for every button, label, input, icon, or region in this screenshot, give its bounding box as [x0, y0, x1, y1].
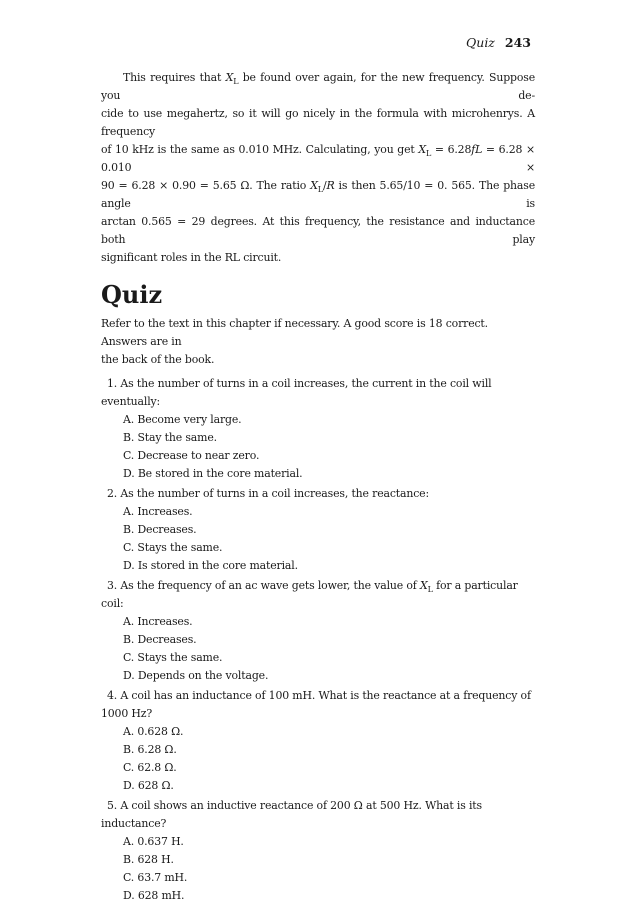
answer-options	[123, 411, 535, 483]
answer-option: A. 0.628 Ω.	[123, 725, 184, 738]
answer-option: C. Stays the same.	[123, 541, 223, 554]
intro-line: arctan 0.565 = 29 degrees. At this frequency, the resistance and inductance both play	[101, 215, 535, 246]
answer-option: B. Decreases.	[123, 633, 197, 646]
answer-option: D. 628 Ω.	[123, 779, 174, 792]
page-content	[101, 69, 535, 907]
math-variable: X	[310, 179, 318, 192]
running-head-title: Quiz	[466, 35, 495, 50]
question-4	[101, 687, 535, 795]
running-head	[466, 35, 531, 50]
math-variable: R	[326, 179, 335, 192]
answer-option: C. 63.7 mH.	[123, 871, 188, 884]
answer-option: B. Decreases.	[123, 523, 197, 536]
question-stem-line: 1. As the number of turns in a coil increases, the current in the coil will	[107, 377, 492, 390]
intro-line: This requires that $X_L$ be found over again, for the new frequency. Suppose you de-	[101, 71, 535, 102]
intro-line: 90 = 6.28 × 0.90 = 5.65 Ω. The ratio $X_L/R$ is then 5.65/10 = 0. 565. The phase angle is	[101, 179, 535, 210]
math-variable: X	[225, 71, 234, 84]
answer-option: D. Is stored in the core material.	[123, 559, 298, 572]
intro-line: cide to use megahertz, so it will go nicely in the formula with microhenrys. A frequency	[101, 107, 535, 138]
answer-option: B. 628 H.	[123, 853, 174, 866]
answer-option: D. 628 mH.	[123, 889, 185, 902]
section-heading: Quiz	[101, 280, 163, 309]
question-stem-line: 1000 Hz?	[101, 707, 153, 720]
answer-option: D. Be stored in the core material.	[123, 467, 303, 480]
instruction-line: the back of the book.	[101, 353, 215, 366]
question-2	[101, 485, 535, 575]
answer-option: C. Stays the same.	[123, 651, 223, 664]
math-subscript: L	[427, 585, 433, 595]
math-subscript: L	[317, 185, 323, 195]
question-stem-line: eventually:	[101, 395, 161, 408]
question-5	[101, 797, 535, 905]
math-subscript: L	[233, 77, 239, 87]
answer-options	[123, 613, 535, 685]
answer-options	[123, 503, 535, 575]
math-variable: X	[418, 143, 426, 156]
answer-option: A. 0.637 H.	[123, 835, 184, 848]
page-number: 243	[504, 35, 531, 50]
question-stem-line: 4. A coil has an inductance of 100 mH. What is the reactance at a frequency of	[107, 689, 531, 702]
answer-options	[123, 723, 535, 795]
intro-paragraph	[101, 69, 535, 267]
question-1	[101, 375, 535, 483]
answer-option: C. 62.8 Ω.	[123, 761, 177, 774]
answer-option: A. Increases.	[123, 615, 193, 628]
math-subscript: L	[425, 149, 432, 159]
intro-line: significant roles in the RL circuit.	[101, 251, 282, 264]
question-3	[101, 577, 535, 685]
instruction-line: Refer to the text in this chapter if necessary. A good score is 18 correct. Answers are in	[101, 317, 488, 348]
question-stem-line: 5. A coil shows an inductive reactance of 200 Ω at 500 Hz. What is its inductance?	[101, 799, 482, 830]
math-variable: fL	[471, 143, 483, 156]
quiz-instructions	[101, 315, 535, 369]
intro-line: of 10 kHz is the same as 0.010 MHz. Calculating, you get $X_L = 6.28fL = 6.28 \times 0.010$ ×	[101, 143, 535, 174]
question-stem-line: 2. As the number of turns in a coil increases, the reactance:	[107, 487, 429, 500]
answer-option: B. 6.28 Ω.	[123, 743, 177, 756]
answer-option: B. Stay the same.	[123, 431, 217, 444]
question-stem-line: 3. As the frequency of an ac wave gets lower, the value of $X_L$ for a particular coil:	[101, 579, 518, 610]
question-list	[101, 375, 535, 905]
answer-option: A. Increases.	[123, 505, 193, 518]
math-variable: X	[419, 579, 428, 592]
answer-option: C. Decrease to near zero.	[123, 449, 260, 462]
answer-option: A. Become very large.	[123, 413, 242, 426]
answer-option: D. Depends on the voltage.	[123, 669, 269, 682]
answer-options	[123, 833, 535, 905]
